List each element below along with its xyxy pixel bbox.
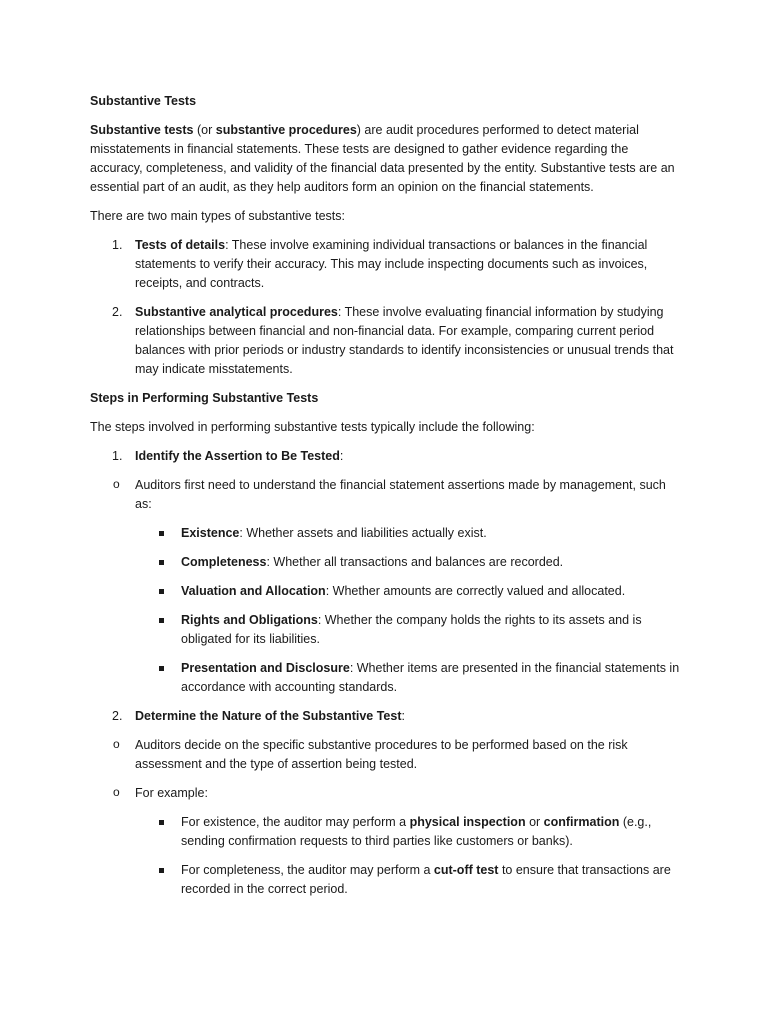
assertion-item: Completeness: Whether all transactions and balances are recorded. xyxy=(45,553,680,572)
step-item: 2. Determine the Nature of the Substantive Test: xyxy=(90,707,680,726)
list-number: 2. xyxy=(112,305,123,319)
square-bullet-icon xyxy=(159,666,164,671)
square-bullet-icon xyxy=(159,589,164,594)
square-bullet-icon xyxy=(159,820,164,825)
list-number: 1. xyxy=(112,238,123,252)
assertion-item: Presentation and Disclosure: Whether items are presented in the financial statements in accordance with accounting standards. xyxy=(45,659,680,697)
assertion-item: Rights and Obligations: Whether the company holds the rights to its assets and is obligated for its liabilities. xyxy=(45,611,680,649)
sub-list-item: o Auditors decide on the specific substantive procedures to be performed based on the risk assessment and the type of assertion being tested. xyxy=(113,737,628,771)
circle-bullet-icon: o xyxy=(113,477,120,491)
document-title: Substantive Tests xyxy=(90,94,197,108)
square-bullet-icon xyxy=(159,868,164,873)
example-item: For completeness, the auditor may perform a cut-off test to ensure that transactions are recorded in the correct period. xyxy=(45,861,680,899)
circle-bullet-icon: o xyxy=(113,737,120,751)
intro-paragraph: Substantive tests (or substantive procedures) are audit procedures performed to detect material misstatements in financial statements. These tests are designed to gather evidence regarding the accuracy, completeness, and validity of the financial data presented by the entity. Substantive tests are an essential part of an audit, as they help auditors form an opinion on the financial statements. xyxy=(90,123,675,194)
assertion-item: Valuation and Allocation: Whether amounts are correctly valued and allocated. xyxy=(45,582,680,601)
example-item: For existence, the auditor may perform a physical inspection or confirmation (e.g., sending confirmation requests to third parties like customers or banks). xyxy=(45,813,680,851)
list-number: 2. xyxy=(112,709,123,723)
square-bullet-icon xyxy=(159,618,164,623)
square-bullet-icon xyxy=(159,531,164,536)
sub-list-item: o Auditors first need to understand the financial statement assertions made by management, such as: xyxy=(113,477,666,511)
step-item: 1. Identify the Assertion to Be Tested: xyxy=(90,447,680,466)
term-substantive-tests: Substantive tests xyxy=(90,123,194,137)
types-list xyxy=(90,236,680,379)
steps-heading: Steps in Performing Substantive Tests xyxy=(90,391,319,405)
list-number: 1. xyxy=(112,449,123,463)
types-intro: There are two main types of substantive tests: xyxy=(90,209,345,223)
list-item: 1. Tests of details: These involve examining individual transactions or balances in the financial statements to verify their accuracy. This may include inspecting documents such as invoices, receipts, and contracts. xyxy=(112,238,648,290)
sub-list-item: o For example: xyxy=(113,785,208,800)
steps-intro: The steps involved in performing substantive tests typically include the following: xyxy=(90,420,535,434)
square-bullet-icon xyxy=(159,560,164,565)
assertion-item: Existence: Whether assets and liabilities actually exist. xyxy=(45,524,680,543)
term-substantive-procedures: substantive procedures xyxy=(215,123,357,137)
circle-bullet-icon: o xyxy=(113,785,120,799)
steps-list xyxy=(90,447,680,899)
document-page xyxy=(90,92,680,909)
list-item: 2. Substantive analytical procedures: These involve evaluating financial information by studying relationships between financial and non-financial data. For example, comparing current period balances with prior periods or industry standards to identify inconsistencies or unusual trends that may indicate misstatements. xyxy=(112,305,674,376)
